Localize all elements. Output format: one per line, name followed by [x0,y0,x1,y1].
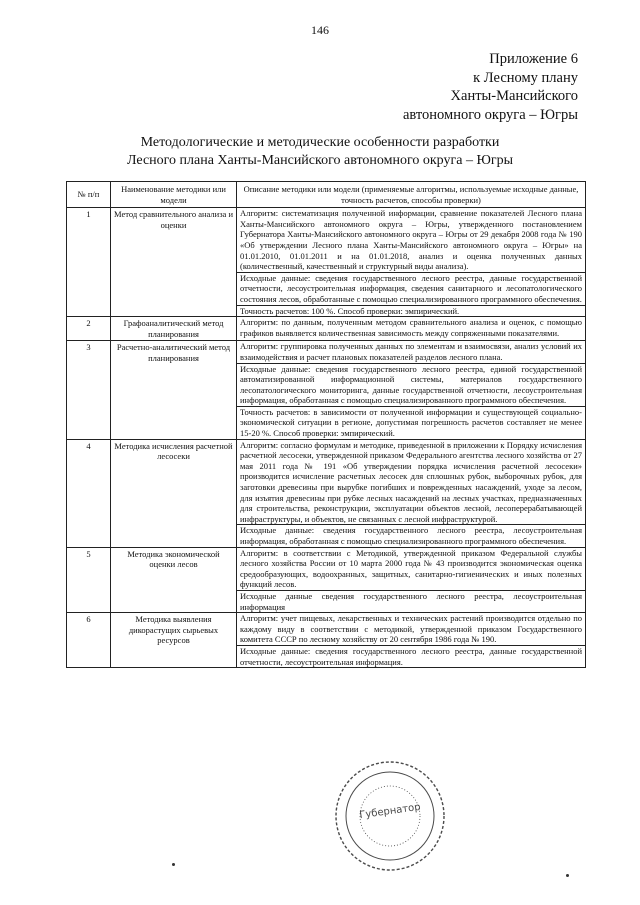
description-paragraph: Исходные данные: сведения государственного лесного реестра, данные государственной отчетности, лесоустроительная информация. [237,645,585,667]
methods-table [66,181,586,668]
row-number: 1 [67,208,111,317]
table-header-row [67,182,586,208]
description-paragraph: Алгоритм: согласно формулам и методике, приведенной в приложении к Порядку исчисления расчетной лесосеки, утвержденной приказом Федерального агентства лесного хозяйства от 27 мая 2011 года № 191 «Об утверждении порядка исчисления расчетной лесосеки» производится исчисление расчетных лесосек для сплошных рубок, выборочных рубок, для заготовки древесины при вырубке погибших и поврежденных насаждений, уходе за лесом, для изъятия древесины при рубке лесных насаждений на лесных участках, предназначенных для строительства, реконструкции, эксплуатации объектов лесной, лесоперерабатывающей инфраструктуры, и объектов, не связанных с лесной инфраструктурой. [240,439,582,524]
description-paragraph: Точность расчетов: в зависимости от полученной информации и существующей социально-экономической ситуации в регионе, допустимая погрешность расчетов составляет не менее 15-20 %. Способ проверки: эмпирический. [237,406,585,439]
title-line: Лесного плана Ханты-Мансийского автономного округа – Югры [126,152,513,168]
appendix-line: к Лесному плану [473,69,578,86]
header-name: Наименование методики или модели [111,182,237,208]
methods-table-container [66,181,586,668]
appendix-heading [403,50,578,124]
row-number: 2 [67,317,111,341]
method-description [237,341,586,439]
method-name: Метод сравнительного анализа и оценки [111,208,237,317]
table-row [67,547,586,613]
page-number: 146 [311,23,329,37]
method-description [237,613,586,668]
description-paragraph: Алгоритм: группировка полученных данных по элементам и взаимосвязи, анализ условий их взаимодействия и расчет плановых показателей разделов лесного плана. [240,341,582,362]
method-description [237,317,586,341]
description-paragraph: Алгоритм: учет пищевых, лекарственных и технических растений производится отдельно по каждому виду в соответствии с методикой, утвержденной приказом Государственного комитета СССР по лесному хозяйству от 20 сентября 1986 года № 190. [240,613,582,645]
method-description [237,439,586,547]
appendix-line: Приложение 6 [489,51,578,67]
method-description [237,547,586,613]
description-paragraph: Исходные данные сведения государственного лесного реестра, лесоустроительная информация [237,590,585,612]
method-description [237,208,586,317]
method-name: Методика выявления дикорастущих сырьевых ресурсов [111,613,237,668]
description-paragraph: Исходные данные: сведения государственного лесного реестра, лесоустроительная информация, обработанная с помощью специализированного программного обеспечения. [237,524,585,546]
table-row [67,208,586,317]
description-paragraph: Алгоритм: по данным, полученным методом сравнительного анализа и оценок, с помощью графиков выявляется количественная зависимость между сопряженными показателями. [240,317,582,338]
row-number: 5 [67,547,111,613]
row-number: 4 [67,439,111,547]
description-paragraph: Алгоритм: систематизация полученной информации, сравнение показателей Лесного плана Ханты-Мансийского автономного округа – Югры, утвержденного постановлением Губернатора Ханты-Мансийского автономного округа – Югры от 29 декабря 2008 года № 190 «Об утверждении Лесного плана Ханты-Мансийского автономного округа – Югры» на 01.01.2010, 01.01.2011 и на 01.01.2018, анализ и оценка полученных данных (количественный, качественный и структурный виды анализа). [240,208,582,272]
row-number: 3 [67,341,111,439]
description-paragraph: Точность расчетов: 100 %. Способ проверки: эмпирический. [237,305,585,317]
title-line: Методологические и методические особенности разработки [140,135,500,150]
header-num: № п/п [67,182,111,208]
row-number: 6 [67,613,111,668]
appendix-line: Ханты-Мансийского [450,88,578,104]
table-row [67,317,586,341]
table-row [67,341,586,439]
table-row [67,439,586,547]
description-paragraph: Исходные данные: сведения государственного лесного реестра, единой государственной автоматизированной информационной системы, материалов государственного лесопатологического мониторинга, данные государственной отчетности, лесоустроительная информация, обработанная с помощью специализированного программного обеспечения. [237,363,585,406]
table-row [67,613,586,668]
description-paragraph: Алгоритм: в соответствии с Методикой, утвержденной приказом Федеральной службы лесного хозяйства России от 10 марта 2000 года № 43 производится экономическая оценка средообразующих, водоохранных, защитных, санитарно-гигиенических и иных полезных функций лесов. [240,547,582,590]
scan-dot [172,863,175,866]
appendix-line: автономного округа – Югры [402,106,578,123]
scan-dot [566,874,569,877]
header-desc: Описание методики или модели (применяемые алгоритмы, используемые исходные данные, точность расчетов, способы проверки) [237,182,586,208]
document-title [0,134,640,169]
method-name: Методика экономической оценки лесов [111,547,237,613]
description-paragraph: Исходные данные: сведения государственного лесного реестра, данные государственной отчетности, лесоустроительная информация, сведения санитарного и лесопатологического состояния лесов, обработанные с помощью специализированного программного обеспечения. [237,272,585,305]
method-name: Графоаналитический метод планирования [111,317,237,341]
method-name: Методика исчисления расчетной лесосеки [111,439,237,547]
table-body [67,208,586,668]
seal-text: Губернатор [358,801,422,822]
method-name: Расчетно-аналитический метод планирования [111,341,237,439]
